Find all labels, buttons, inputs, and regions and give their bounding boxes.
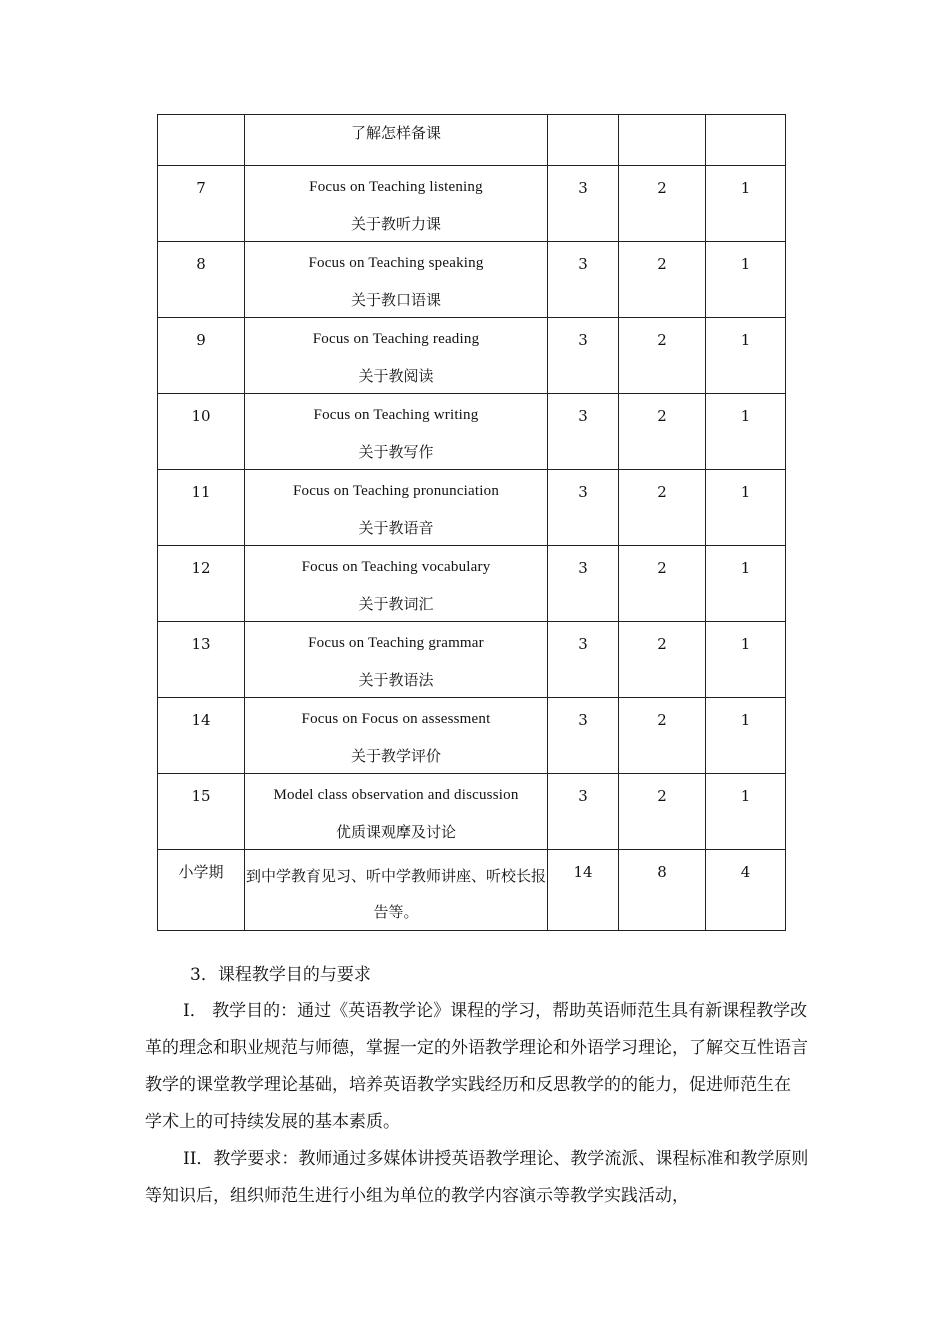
table-row (158, 115, 786, 166)
practice-hours-cell: 1 (706, 546, 786, 622)
lecture-hours-cell: 2 (619, 546, 706, 622)
week-cell: 9 (158, 318, 245, 394)
lecture-hours-cell: 2 (619, 242, 706, 318)
total-hours-cell: 3 (548, 622, 619, 698)
total-hours-cell: 3 (548, 698, 619, 774)
topic-cell: Focus on Teaching grammar 关于教语法 (245, 622, 548, 698)
lecture-hours-cell: 2 (619, 470, 706, 546)
course-schedule-table (157, 114, 786, 931)
topic-cell: Focus on Teaching reading 关于教阅读 (245, 318, 548, 394)
practice-hours-cell: 1 (706, 470, 786, 546)
lecture-hours-cell (619, 115, 706, 166)
week-cell: 12 (158, 546, 245, 622)
table-row (158, 394, 786, 470)
week-cell: 8 (158, 242, 245, 318)
total-hours-cell: 3 (548, 774, 619, 850)
lecture-hours-cell: 2 (619, 774, 706, 850)
total-hours-cell: 3 (548, 166, 619, 242)
practice-hours-cell: 1 (706, 242, 786, 318)
table-row (158, 698, 786, 774)
topic-cell: Focus on Teaching listening 关于教听力课 (245, 166, 548, 242)
lecture-hours-cell: 8 (619, 850, 706, 931)
week-cell: 10 (158, 394, 245, 470)
practice-hours-cell: 4 (706, 850, 786, 931)
total-hours-cell: 3 (548, 394, 619, 470)
topic-cell: Focus on Teaching pronunciation 关于教语音 (245, 470, 548, 546)
table-row (158, 470, 786, 546)
lecture-hours-cell: 2 (619, 698, 706, 774)
table-row (158, 318, 786, 394)
topic-cell: Focus on Teaching writing 关于教写作 (245, 394, 548, 470)
practice-hours-cell: 1 (706, 698, 786, 774)
week-cell: 13 (158, 622, 245, 698)
topic-cell: Model class observation and discussion 优质课观摩及讨论 (245, 774, 548, 850)
topic-cell: Focus on Teaching vocabulary 关于教词汇 (245, 546, 548, 622)
topic-cell: Focus on Focus on assessment 关于教学评价 (245, 698, 548, 774)
table-row (158, 850, 786, 931)
practice-hours-cell (706, 115, 786, 166)
table-row (158, 242, 786, 318)
topic-cell: 到中学教育见习、听中学教师讲座、听校长报告等。 (245, 850, 548, 931)
practice-hours-cell: 1 (706, 394, 786, 470)
table-row (158, 546, 786, 622)
total-hours-cell: 14 (548, 850, 619, 931)
topic-cell: 了解怎样备课 (245, 115, 548, 166)
lecture-hours-cell: 2 (619, 318, 706, 394)
total-hours-cell: 3 (548, 242, 619, 318)
teaching-requirements-paragraph: II．教学要求：教师通过多媒体讲授英语教学理论、教学流派、课程标准和教学原则等知识后，组织师范生进行小组为单位的教学内容演示等教学实践活动， (145, 1149, 809, 1206)
lecture-hours-cell: 2 (619, 166, 706, 242)
section-heading: 3．课程教学目的与要求 (190, 965, 371, 985)
table-row (158, 774, 786, 850)
topic-cell: Focus on Teaching speaking 关于教口语课 (245, 242, 548, 318)
week-cell: 小学期 (158, 850, 245, 931)
week-cell: 14 (158, 698, 245, 774)
total-hours-cell (548, 115, 619, 166)
practice-hours-cell: 1 (706, 318, 786, 394)
lecture-hours-cell: 2 (619, 394, 706, 470)
practice-hours-cell: 1 (706, 622, 786, 698)
week-cell: 11 (158, 470, 245, 546)
table-row (158, 166, 786, 242)
week-cell: 15 (158, 774, 245, 850)
table-row (158, 622, 786, 698)
total-hours-cell: 3 (548, 470, 619, 546)
week-cell (158, 115, 245, 166)
practice-hours-cell: 1 (706, 774, 786, 850)
teaching-objectives-paragraph: I． 教学目的：通过《英语教学论》课程的学习，帮助英语师范生具有新课程教学改革的理念和职业规范与师德，掌握一定的外语教学理论和外语学习理论，了解交互性语言教学的课堂教学理论基础，培养英语教学实践经历和反思教学的的能力，促进师范生在 学术上的可持续发展的基本素质。 (145, 1001, 808, 1132)
week-cell: 7 (158, 166, 245, 242)
lecture-hours-cell: 2 (619, 622, 706, 698)
total-hours-cell: 3 (548, 318, 619, 394)
practice-hours-cell: 1 (706, 166, 786, 242)
total-hours-cell: 3 (548, 546, 619, 622)
